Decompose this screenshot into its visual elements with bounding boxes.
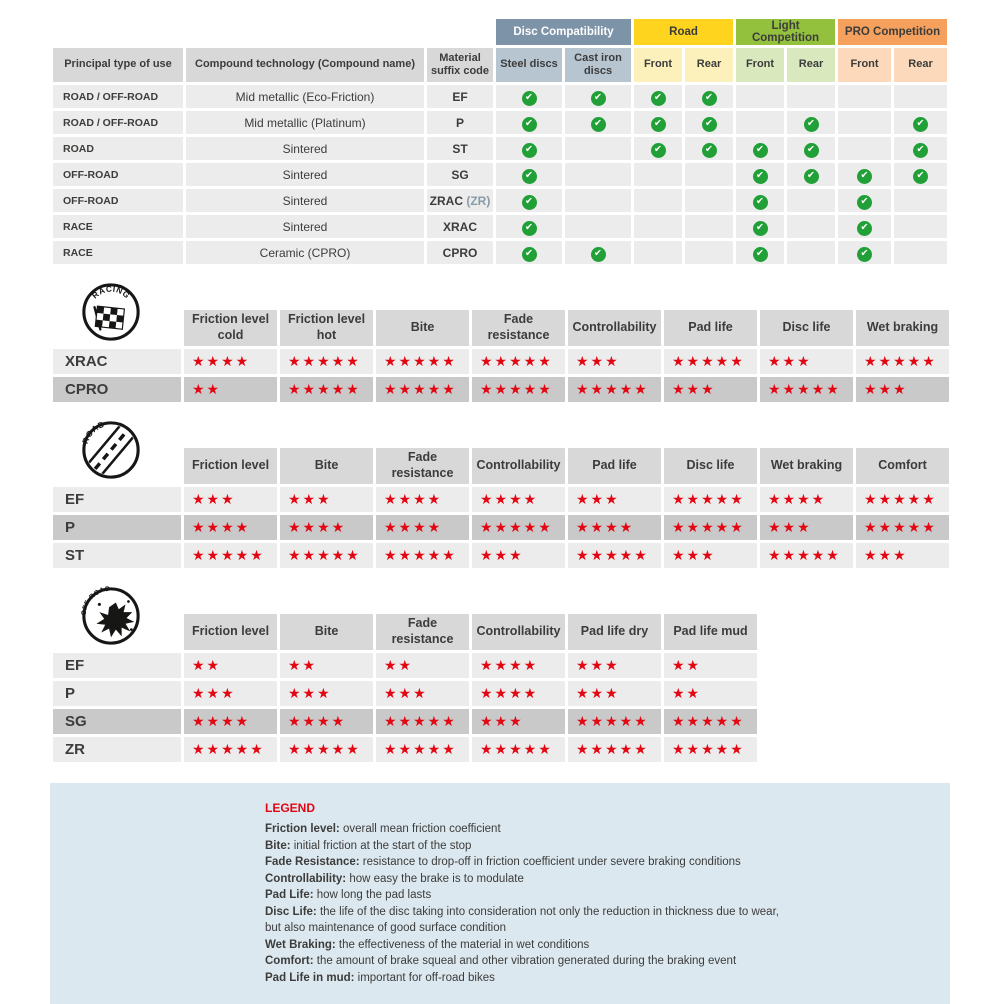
star-rating: ★★★★ (472, 653, 565, 678)
check-cell (838, 163, 891, 186)
compat-row (53, 241, 947, 264)
legend-term: Wet Braking: (265, 938, 339, 951)
star-rating: ★★★★★ (664, 737, 757, 762)
star-rating: ★★★★★ (184, 543, 277, 568)
checkered-flag-glyph (95, 306, 124, 329)
racing-table-body (53, 349, 949, 402)
rating-column-header: Pad life (568, 448, 661, 484)
star-rating: ★★★★★ (856, 349, 949, 374)
star-rating: ★★★★ (280, 709, 373, 734)
compound-cell: Sintered (186, 189, 424, 212)
star-rating: ★★★★ (280, 515, 373, 540)
star-rating: ★★★★★ (472, 737, 565, 762)
check-icon: ✔ (522, 195, 537, 210)
compound-cell: Sintered (186, 163, 424, 186)
check-cell (685, 111, 733, 134)
star-rating: ★★★★★ (472, 377, 565, 402)
star-rating: ★★★★★ (376, 709, 469, 734)
svg-text:OFF-ROAD (81, 586, 111, 616)
star-rating: ★★★★★ (376, 543, 469, 568)
legend-term: Fade Resistance: (265, 856, 363, 868)
rating-column-header: Fade resistance (472, 310, 565, 346)
check-icon: ✔ (702, 117, 717, 132)
check-icon: ✔ (591, 247, 606, 262)
check-cell (496, 137, 562, 160)
column-header: Rear (787, 48, 835, 82)
compound-code-label: SG (53, 709, 181, 734)
check-icon: ✔ (651, 91, 666, 106)
star-rating: ★★★★ (568, 515, 661, 540)
column-header: Steel discs (496, 48, 562, 82)
rating-column-header: Pad life mud (664, 614, 757, 650)
compatibility-table (50, 16, 950, 267)
star-rating: ★★ (280, 653, 373, 678)
compat-row (53, 163, 947, 186)
section-road (50, 419, 950, 571)
check-cell (894, 189, 947, 212)
star-rating: ★★★★★ (856, 487, 949, 512)
star-rating: ★★ (376, 653, 469, 678)
check-cell (565, 241, 631, 264)
check-icon: ✔ (591, 117, 606, 132)
check-cell (634, 163, 682, 186)
rating-column-header: Friction level cold (184, 310, 277, 346)
check-icon: ✔ (522, 91, 537, 106)
check-cell (787, 163, 835, 186)
check-icon: ✔ (753, 221, 768, 236)
check-icon: ✔ (753, 169, 768, 184)
legend-entry: Pad Life: how long the pad lasts (265, 889, 432, 901)
check-cell (787, 241, 835, 264)
star-rating: ★★★★★ (376, 377, 469, 402)
road-rating-table (50, 445, 952, 571)
rating-column-header: Disc life (664, 448, 757, 484)
section-racing (50, 284, 950, 405)
column-header: Front (838, 48, 891, 82)
column-header: Front (634, 48, 682, 82)
rating-header-row (53, 614, 757, 650)
star-rating: ★★★★★ (376, 737, 469, 762)
rating-column-header: Comfort (856, 448, 949, 484)
check-cell (634, 137, 682, 160)
check-icon: ✔ (522, 169, 537, 184)
star-rating: ★★★★★ (376, 349, 469, 374)
compound-code-label: P (53, 681, 181, 706)
star-rating: ★★★★ (472, 487, 565, 512)
star-rating: ★★★★★ (472, 515, 565, 540)
offroad-table-body (53, 653, 757, 762)
compound-cell: Sintered (186, 215, 424, 238)
star-rating: ★★★ (856, 377, 949, 402)
compound-code-label: XRAC (53, 349, 181, 374)
check-cell (787, 111, 835, 134)
check-icon: ✔ (702, 143, 717, 158)
check-icon: ✔ (913, 117, 928, 132)
star-rating: ★★★★ (184, 349, 277, 374)
star-rating: ★★★★★ (568, 737, 661, 762)
check-cell (496, 85, 562, 108)
star-rating: ★★★★★ (280, 737, 373, 762)
legend-entry: Wet Braking: the effectiveness of the material in wet conditions (265, 938, 590, 951)
star-rating: ★★ (184, 653, 277, 678)
check-cell (838, 85, 891, 108)
star-rating: ★★★★★ (664, 349, 757, 374)
rating-column-header: Wet braking (856, 310, 949, 346)
group-header-pro: PRO Competition (838, 19, 947, 45)
star-rating: ★★★ (856, 543, 949, 568)
check-icon: ✔ (804, 117, 819, 132)
check-cell (685, 241, 733, 264)
star-rating: ★★★★ (472, 681, 565, 706)
legend-entry: Fade Resistance: resistance to drop-off in friction coefficient under severe braking conditions (265, 856, 741, 868)
check-icon: ✔ (522, 247, 537, 262)
rating-column-header: Wet braking (760, 448, 853, 484)
check-icon: ✔ (857, 247, 872, 262)
offroad-icon-label: OFF-ROAD (80, 585, 111, 616)
star-rating: ★★★★ (184, 709, 277, 734)
racing-icon-svg (80, 281, 142, 343)
star-rating: ★★★ (760, 349, 853, 374)
section-offroad (50, 585, 950, 765)
group-header-light: Light Competition (736, 19, 835, 45)
check-cell (496, 241, 562, 264)
check-cell (565, 215, 631, 238)
rating-header-row (53, 448, 949, 484)
legend-entry: Comfort: the amount of brake squeal and other vibration generated during the braking event (265, 955, 737, 967)
compound-cell: Sintered (186, 137, 424, 160)
star-rating: ★★★★★ (760, 543, 853, 568)
star-rating: ★★★★ (376, 515, 469, 540)
code-note: (ZR) (463, 193, 491, 208)
check-cell (634, 215, 682, 238)
check-icon: ✔ (913, 143, 928, 158)
column-header: Principal type of use (53, 48, 183, 82)
racing-rating-table (50, 307, 952, 405)
principal-use-cell: OFF-ROAD (53, 189, 183, 212)
check-cell (565, 163, 631, 186)
rating-row-p (53, 681, 757, 706)
rating-header-row (53, 310, 949, 346)
compound-cell: Ceramic (CPRO) (186, 241, 424, 264)
star-rating: ★★★★★ (280, 349, 373, 374)
legend-term: Bite: (265, 839, 294, 852)
check-cell (736, 163, 784, 186)
rating-column-header: Pad life (664, 310, 757, 346)
road-icon (80, 419, 142, 481)
check-cell (565, 189, 631, 212)
mud-splat-glyph (96, 602, 134, 637)
check-icon: ✔ (804, 143, 819, 158)
star-rating: ★★★★★ (280, 377, 373, 402)
check-icon: ✔ (857, 169, 872, 184)
column-header: Front (736, 48, 784, 82)
rating-column-header: Fade resistance (376, 448, 469, 484)
check-cell (894, 241, 947, 264)
compat-group-header-row (53, 19, 947, 45)
check-icon: ✔ (857, 195, 872, 210)
check-cell (838, 137, 891, 160)
check-icon: ✔ (522, 221, 537, 236)
check-cell (496, 215, 562, 238)
check-cell (496, 111, 562, 134)
rating-row-ef (53, 487, 949, 512)
check-cell (894, 137, 947, 160)
check-icon: ✔ (804, 169, 819, 184)
legend-entry: Pad Life in mud: important for off-road bikes (265, 971, 495, 984)
star-rating: ★★★★★ (664, 487, 757, 512)
legend-entry: Bite: initial friction at the start of the stop (265, 839, 472, 852)
star-rating: ★★★ (280, 681, 373, 706)
star-rating: ★★★★★ (568, 709, 661, 734)
check-cell (838, 189, 891, 212)
check-cell (736, 215, 784, 238)
legend-entries (265, 821, 920, 986)
road-icon-label: ROAD (80, 419, 107, 446)
road-icon-svg (80, 419, 142, 481)
star-rating: ★★ (664, 681, 757, 706)
compat-table-body (53, 85, 947, 264)
principal-use-cell: ROAD (53, 137, 183, 160)
check-icon: ✔ (651, 143, 666, 158)
rating-row-p (53, 515, 949, 540)
column-header: Rear (894, 48, 947, 82)
legend-entry: Controllability: how easy the brake is to modulate (265, 872, 524, 885)
suffix-code-cell: XRAC (427, 215, 493, 238)
check-cell (838, 241, 891, 264)
star-rating: ★★★ (568, 349, 661, 374)
check-cell (685, 137, 733, 160)
star-rating: ★★ (184, 377, 277, 402)
check-cell (565, 137, 631, 160)
rating-column-header: Bite (280, 448, 373, 484)
check-icon: ✔ (591, 91, 606, 106)
check-cell (634, 189, 682, 212)
star-rating: ★★★ (568, 487, 661, 512)
legend-entry: but also maintenance of good surface condition (265, 922, 507, 934)
group-header-disc: Disc Compatibility (496, 19, 631, 45)
check-cell (565, 111, 631, 134)
check-cell (685, 85, 733, 108)
star-rating: ★★★ (664, 377, 757, 402)
rating-column-header: Controllability (472, 614, 565, 650)
check-cell (496, 189, 562, 212)
star-rating: ★★★ (376, 681, 469, 706)
compound-cell: Mid metallic (Eco-Friction) (186, 85, 424, 108)
star-rating: ★★★ (568, 681, 661, 706)
rating-row-cpro (53, 377, 949, 402)
star-rating: ★★★★ (376, 487, 469, 512)
check-cell (736, 241, 784, 264)
star-rating: ★★★ (664, 543, 757, 568)
compound-code-label: EF (53, 487, 181, 512)
star-rating: ★★★★ (184, 515, 277, 540)
check-cell (685, 163, 733, 186)
principal-use-cell: RACE (53, 241, 183, 264)
principal-use-cell: ROAD / OFF-ROAD (53, 85, 183, 108)
check-icon: ✔ (522, 117, 537, 132)
star-rating: ★★★★ (760, 487, 853, 512)
legend-term: Comfort: (265, 955, 317, 967)
rating-column-header: Controllability (472, 448, 565, 484)
check-icon: ✔ (857, 221, 872, 236)
rating-column-header: Bite (376, 310, 469, 346)
compat-row (53, 85, 947, 108)
legend-term: Pad Life: (265, 889, 317, 901)
check-icon: ✔ (753, 195, 768, 210)
check-icon: ✔ (753, 247, 768, 262)
rating-column-header: Pad life dry (568, 614, 661, 650)
check-cell (736, 137, 784, 160)
suffix-code-cell: P (427, 111, 493, 134)
rating-column-header: Friction level (184, 614, 277, 650)
check-icon: ✔ (753, 143, 768, 158)
star-rating: ★★★★★ (184, 737, 277, 762)
check-icon: ✔ (913, 169, 928, 184)
check-cell (496, 163, 562, 186)
rating-row-zr (53, 737, 757, 762)
compat-column-header-row (53, 48, 947, 82)
rating-row-ef (53, 653, 757, 678)
column-header: Material suffix code (427, 48, 493, 82)
check-cell (787, 215, 835, 238)
check-cell (838, 111, 891, 134)
check-cell (787, 189, 835, 212)
check-cell (894, 163, 947, 186)
check-icon: ✔ (702, 91, 717, 106)
check-cell (894, 85, 947, 108)
legend-title: LEGEND (265, 801, 316, 815)
rating-row-sg (53, 709, 757, 734)
star-rating: ★★★★★ (856, 515, 949, 540)
racing-icon-label: RACING (90, 284, 132, 301)
legend-term: Controllability: (265, 872, 350, 885)
legend-entry: Disc Life: the life of the disc taking into consideration not only the reduction in thickness due to wear, (265, 905, 779, 918)
star-rating: ★★★ (760, 515, 853, 540)
racing-flag-icon (80, 281, 142, 343)
column-header: Cast iron discs (565, 48, 631, 82)
star-rating: ★★★ (472, 543, 565, 568)
check-cell (838, 215, 891, 238)
rating-column-header: Disc life (760, 310, 853, 346)
suffix-code-cell: ST (427, 137, 493, 160)
compat-row (53, 215, 947, 238)
rating-row-st (53, 543, 949, 568)
compound-code-label: ZR (53, 737, 181, 762)
group-header-road: Road (634, 19, 733, 45)
star-rating: ★★ (664, 653, 757, 678)
legend-term: Disc Life: (265, 905, 320, 918)
suffix-code-cell: EF (427, 85, 493, 108)
suffix-code-cell: CPRO (427, 241, 493, 264)
compound-code-label: EF (53, 653, 181, 678)
check-cell (894, 215, 947, 238)
star-rating: ★★★★★ (568, 543, 661, 568)
check-cell (787, 85, 835, 108)
star-rating: ★★★ (568, 653, 661, 678)
check-cell (685, 189, 733, 212)
compound-code-label: ST (53, 543, 181, 568)
check-cell (634, 241, 682, 264)
svg-text:ROAD (81, 420, 106, 445)
star-rating: ★★★ (472, 709, 565, 734)
star-rating: ★★★★★ (568, 377, 661, 402)
rating-column-header: Controllability (568, 310, 661, 346)
compat-group-spacer (53, 19, 493, 45)
check-icon: ✔ (651, 117, 666, 132)
legend-term: Pad Life in mud: (265, 971, 358, 984)
compat-row (53, 137, 947, 160)
column-header: Compound technology (Compound name) (186, 48, 424, 82)
star-rating: ★★★★★ (664, 515, 757, 540)
principal-use-cell: OFF-ROAD (53, 163, 183, 186)
rating-column-header: Friction level hot (280, 310, 373, 346)
compound-cell: Mid metallic (Platinum) (186, 111, 424, 134)
rating-column-header: Bite (280, 614, 373, 650)
check-cell (565, 85, 631, 108)
check-cell (736, 189, 784, 212)
star-rating: ★★★★★ (280, 543, 373, 568)
check-cell (685, 215, 733, 238)
compound-code-label: CPRO (53, 377, 181, 402)
check-cell (894, 111, 947, 134)
rating-column-header: Fade resistance (376, 614, 469, 650)
suffix-code-cell: SG (427, 163, 493, 186)
check-icon: ✔ (522, 143, 537, 158)
star-rating: ★★★★★ (664, 709, 757, 734)
legend-entry: Friction level: overall mean friction coefficient (265, 823, 501, 835)
road-table-body (53, 487, 949, 568)
rating-row-xrac (53, 349, 949, 374)
rating-column-header: Friction level (184, 448, 277, 484)
star-rating: ★★★ (280, 487, 373, 512)
star-rating: ★★★★★ (760, 377, 853, 402)
star-rating: ★★★ (184, 681, 277, 706)
star-rating: ★★★★★ (472, 349, 565, 374)
offroad-rating-table (50, 611, 760, 765)
suffix-code-cell: ZRAC (ZR) (427, 189, 493, 212)
column-header: Rear (685, 48, 733, 82)
check-cell (736, 85, 784, 108)
legend-term: Friction level: (265, 823, 343, 835)
check-cell (787, 137, 835, 160)
check-cell (634, 85, 682, 108)
principal-use-cell: RACE (53, 215, 183, 238)
check-cell (634, 111, 682, 134)
compat-row (53, 189, 947, 212)
principal-use-cell: ROAD / OFF-ROAD (53, 111, 183, 134)
compound-code-label: P (53, 515, 181, 540)
offroad-icon-svg (80, 585, 142, 647)
compat-row (53, 111, 947, 134)
legend-panel (50, 783, 950, 1004)
check-cell (736, 111, 784, 134)
star-rating: ★★★ (184, 487, 277, 512)
offroad-mud-icon (80, 585, 142, 647)
svg-text:RACING (90, 284, 131, 300)
